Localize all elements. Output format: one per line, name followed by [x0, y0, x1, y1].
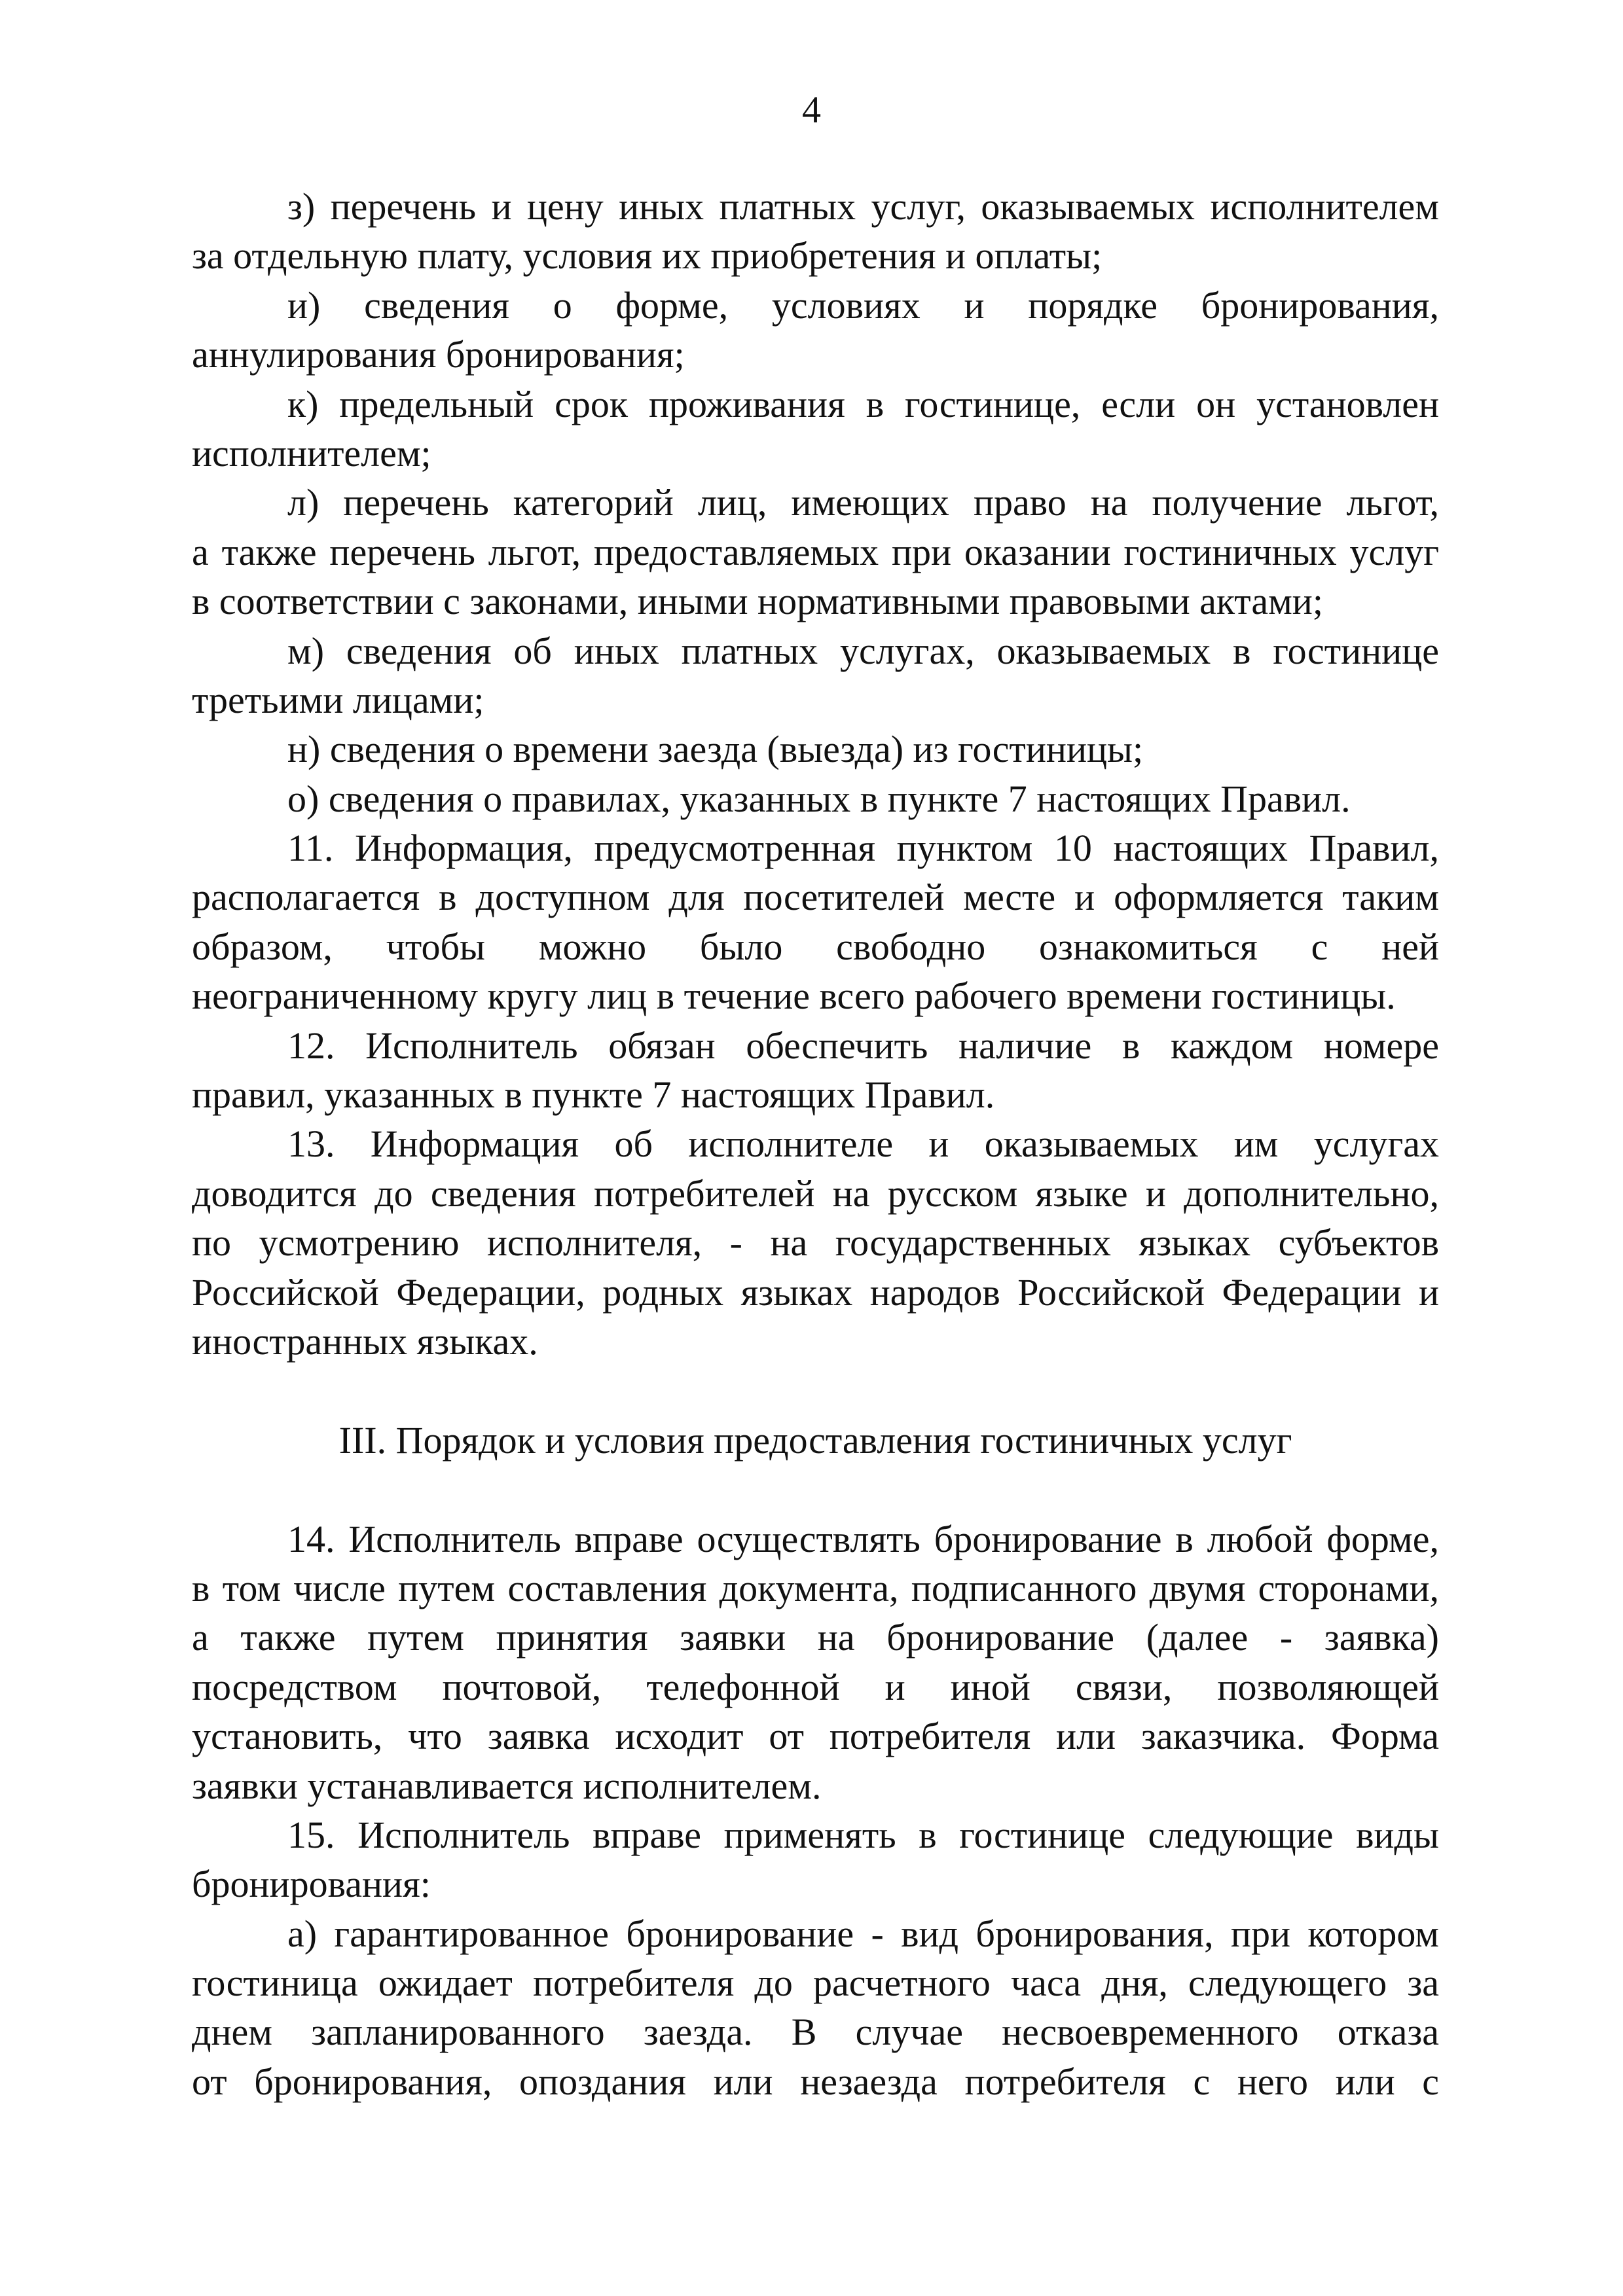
text-line: днем запланированного заезда. В случае несвоевременного отказа: [192, 2011, 1439, 2054]
text-line: 11. Информация, предусмотренная пунктом 10 настоящих Правил,: [287, 827, 1439, 870]
paragraph: [192, 380, 1439, 478]
text-line: 15. Исполнитель вправе применять в гостинице следующие виды: [287, 1813, 1439, 1856]
text-line: 14. Исполнитель вправе осуществлять бронирование в любой форме,: [287, 1517, 1439, 1560]
paragraph: [192, 1021, 1439, 1120]
text-line: о) сведения о правилах, указанных в пункте 7 настоящих Правил.: [287, 777, 1351, 820]
text-line: исполнителем;: [192, 431, 431, 475]
text-line: за отдельную плату, условия их приобретения и оплаты;: [192, 234, 1103, 278]
text-line: аннулирования бронирования;: [192, 333, 685, 376]
text-line: правил, указанных в пункте 7 настоящих Правил.: [192, 1073, 995, 1117]
text-line: по усмотрению исполнителя, - на государственных языках субъектов: [192, 1221, 1439, 1265]
paragraph: [192, 725, 1439, 774]
text-line: а также перечень льгот, предоставляемых при оказании гостиничных услуг: [192, 530, 1439, 573]
text-line: а также путем принятия заявки на бронирование (далее - заявка): [192, 1616, 1439, 1659]
text-line: з) перечень и цену иных платных услуг, оказываемых исполнителем: [287, 185, 1439, 228]
text-line: посредством почтовой, телефонной и иной связи, позволяющей: [192, 1665, 1439, 1708]
paragraph: [192, 774, 1439, 823]
paragraph: [192, 1119, 1439, 1366]
text-line: иностранных языках.: [192, 1319, 538, 1363]
page-number: 4: [802, 88, 821, 131]
text-line: а) гарантированное бронирование - вид бронирования, при котором: [287, 1912, 1439, 1955]
text-line: неограниченному кругу лиц в течение всего рабочего времени гостиницы.: [192, 975, 1396, 1018]
text-line: третьими лицами;: [192, 678, 484, 721]
paragraph: [192, 1909, 1439, 2107]
paragraph: [192, 281, 1439, 380]
text-line: располагается в доступном для посетителей месте и оформляется таким: [192, 876, 1439, 919]
text-line: в том числе путем составления документа, подписанного двумя сторонами,: [192, 1566, 1439, 1609]
text-line: Российской Федерации, родных языках народов Российской Федерации и: [192, 1270, 1439, 1314]
text-line: от бронирования, опоздания или незаезда потребителя с него или с: [192, 2060, 1439, 2103]
text-line: 12. Исполнитель обязан обеспечить наличие в каждом номере: [287, 1024, 1439, 1067]
paragraph: [192, 1515, 1439, 1810]
paragraph: [192, 626, 1439, 725]
text-line: гостиница ожидает потребителя до расчетного часа дня, следующего за: [192, 1962, 1439, 2005]
paragraph: [192, 182, 1439, 281]
paragraph: [192, 478, 1439, 626]
text-line: к) предельный срок проживания в гостинице, если он установлен: [287, 382, 1439, 425]
text-line: бронирования:: [192, 1863, 431, 1906]
paragraph: [192, 1810, 1439, 1909]
text-line: образом, чтобы можно было свободно ознакомиться с ней: [192, 925, 1439, 968]
paragraph: [192, 823, 1439, 1021]
text-line: установить, что заявка исходит от потребителя или заказчика. Форма: [192, 1715, 1439, 1758]
text-line: III. Порядок и условия предоставления гостиничных услуг: [338, 1418, 1292, 1462]
text-line: в соответствии с законами, иными нормативными правовыми актами;: [192, 580, 1323, 623]
text-line: и) сведения о форме, условиях и порядке бронирования,: [287, 283, 1439, 327]
document-body: [192, 182, 1439, 2106]
text-line: л) перечень категорий лиц, имеющих право на получение льгот,: [287, 481, 1439, 524]
text-line: м) сведения об иных платных услугах, оказываемых в гостинице: [287, 629, 1439, 672]
section-heading: [192, 1416, 1439, 1465]
text-line: заявки устанавливается исполнителем.: [192, 1764, 822, 1807]
text-line: н) сведения о времени заезда (выезда) из гостиницы;: [287, 728, 1144, 771]
text-line: 13. Информация об исполнителе и оказываемых им услугах: [287, 1122, 1439, 1166]
text-line: доводится до сведения потребителей на русском языке и дополнительно,: [192, 1172, 1439, 1215]
